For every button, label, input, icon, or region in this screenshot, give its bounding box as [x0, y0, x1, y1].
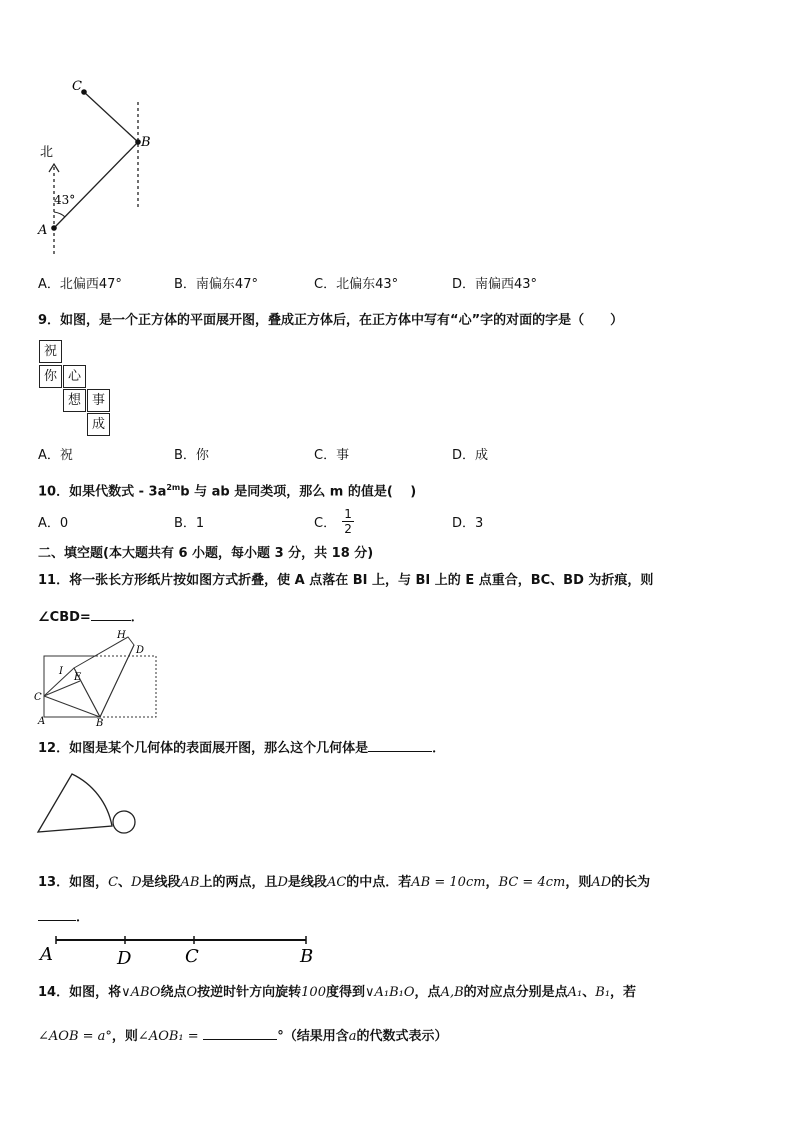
q13-mid4: 的中点．若 [346, 875, 412, 890]
q11-answer-blank[interactable] [91, 606, 131, 621]
q14-end: ，若 [610, 985, 637, 1000]
q8-option-b: B．南偏东47° [174, 277, 258, 292]
q8-figure [30, 72, 160, 262]
cube-cell-3: 心 [63, 365, 86, 388]
q14-mid2: 按逆时针方向旋转 [197, 985, 302, 1000]
cube-cell-4: 想 [63, 389, 86, 412]
q14-sep: 、 [582, 985, 596, 1000]
q10-fraction-num: 1 [344, 507, 352, 521]
q9-option-c: C．事 [314, 448, 350, 463]
sector-shape [38, 774, 112, 832]
q9-option-b: B．你 [174, 448, 209, 463]
q14-mid1: 绕点 [160, 985, 187, 1000]
q14-b1: B₁ [595, 985, 611, 1000]
q14-deg: 100 [301, 985, 326, 1000]
label-c: C [34, 692, 42, 703]
q10-option-d: D．3 [452, 516, 484, 531]
q13-comma: ， [485, 875, 499, 890]
cube-net [38, 340, 118, 440]
q14-question-line2 [38, 1025, 447, 1046]
q13-d: D [131, 875, 142, 890]
q14-note-pre: （结果用含 [283, 1029, 349, 1044]
label-b: B [141, 135, 151, 150]
label-c: C [72, 79, 82, 94]
cube-cell-2: 你 [39, 365, 62, 388]
q13-mid1: 是线段 [141, 875, 181, 890]
label-a: A [38, 716, 46, 727]
q10-option-c [314, 507, 354, 536]
label-e: E [74, 672, 82, 683]
q13-mid5: ，则 [565, 875, 592, 890]
q13-ab: AB [180, 875, 200, 890]
q14-deg-sign: ° [277, 1029, 284, 1044]
cube-cell-6: 成 [87, 413, 110, 436]
q13-d2: D [277, 875, 288, 890]
q14-pre: 14．如图，将 [38, 985, 122, 1000]
folded-part-hbd [74, 637, 134, 717]
segment-ab [54, 142, 138, 228]
q10-question [38, 479, 416, 501]
q12-end: ． [432, 741, 446, 756]
q13-eq2: BC = 4cm [498, 875, 566, 890]
label-a: A [38, 223, 48, 238]
q10-fraction-den: 2 [344, 522, 352, 536]
q14-target-angle: ∠AOB₁ = [137, 1029, 199, 1044]
q13-sep: 、 [118, 875, 132, 890]
label-c: C [185, 946, 199, 967]
q12-question [38, 737, 445, 758]
label-north: 北 [40, 145, 54, 160]
q10-text-post: b 与 ab 是同类项，那么 m 的值是( ) [180, 484, 417, 500]
q13-eq1: AB = 10cm [411, 875, 486, 890]
q13-mid3: 是线段 [287, 875, 327, 890]
q8-option-d: D．南偏西43° [452, 277, 538, 292]
label-h: H [117, 630, 126, 641]
q13-pre: 13．如图， [38, 875, 109, 890]
q14-tri2: ∨A₁B₁O [365, 985, 415, 1000]
q13-figure [36, 930, 326, 970]
q11-angle-label: ∠CBD= [38, 610, 91, 625]
q10-option-a: A．0 [38, 516, 69, 531]
q12-figure [34, 768, 144, 848]
q14-ab: A,B [440, 985, 464, 1000]
label-b: B [96, 718, 104, 728]
base-circle [113, 811, 135, 833]
q10-fraction [342, 507, 354, 536]
q13-ac: AC [326, 875, 347, 890]
q13-end: 的长为 [611, 875, 651, 890]
fold-line-bc [44, 696, 100, 717]
q13-line2-end: ． [76, 910, 90, 925]
q13-question-line2 [38, 906, 89, 927]
q12-answer-blank[interactable] [368, 737, 432, 752]
q14-given-angle: ∠AOB = a° [38, 1029, 112, 1044]
q14-note-post: 的代数式表示） [356, 1029, 448, 1044]
label-i: I [59, 666, 63, 677]
angle-arc [54, 212, 65, 217]
q9-option-d: D．成 [452, 448, 489, 463]
q10-option-c-prefix: C． [314, 516, 337, 531]
cube-cell-5: 事 [87, 389, 110, 412]
segment-ce [44, 681, 80, 696]
q14-answer-blank[interactable] [203, 1025, 277, 1040]
q9-option-a: A．祝 [38, 448, 73, 463]
q9-question: 9．如图，是一个正方体的平面展开图，叠成正方体后，在正方体中写有“心”字的对面的字是（ ） [38, 313, 624, 328]
q14-line2-mid: ，则 [111, 1029, 138, 1044]
section-2-heading: 二、填空题(本大题共有 6 小题，每小题 3 分，共 18 分) [38, 546, 374, 561]
q10-exponent: 2m [166, 483, 181, 492]
q14-note-a: a [348, 1029, 357, 1044]
q11-question-line1: 11．将一张长方形纸片按如图方式折叠，使 A 点落在 BI 上，与 BI 上的 E 点重合，BC、BD 为折痕，则 [38, 573, 654, 588]
label-d: D [117, 948, 132, 969]
q14-a1: A₁ [567, 985, 583, 1000]
q11-end: ． [130, 610, 144, 625]
point-b [135, 139, 141, 145]
q14-mid5: 的对应点分别是点 [463, 985, 568, 1000]
label-a: A [40, 944, 53, 965]
q12-text: 12．如图是某个几何体的表面展开图，那么这个几何体是 [38, 741, 369, 756]
label-d: D [136, 645, 145, 656]
q13-mid2: 上的两点，且 [199, 875, 278, 890]
q14-o: O [186, 985, 198, 1000]
cube-cell-1: 祝 [39, 340, 62, 363]
q13-ad: AD [591, 875, 612, 890]
q14-mid3: 度得到 [325, 985, 365, 1000]
q14-mid4: ，点 [414, 985, 441, 1000]
q10-option-b: B．1 [174, 516, 205, 531]
q11-question-line2 [38, 606, 144, 627]
label-b: B [300, 946, 314, 967]
q13-answer-blank[interactable] [38, 906, 76, 921]
q8-option-c: C．北偏东43° [314, 277, 399, 292]
q11-figure [32, 628, 162, 728]
angle-label: 43° [54, 193, 76, 207]
q10-text-pre: 10．如果代数式 - 3a [38, 484, 167, 500]
point-c [81, 89, 87, 95]
q8-option-a: A．北偏西47° [38, 277, 122, 292]
point-a [51, 225, 57, 231]
segment-cb [84, 92, 138, 142]
q14-question-line1 [38, 984, 636, 1002]
q13-c: C [108, 875, 119, 890]
q14-tri1: ∨ABO [121, 985, 161, 1000]
q13-question-line1 [38, 874, 650, 892]
